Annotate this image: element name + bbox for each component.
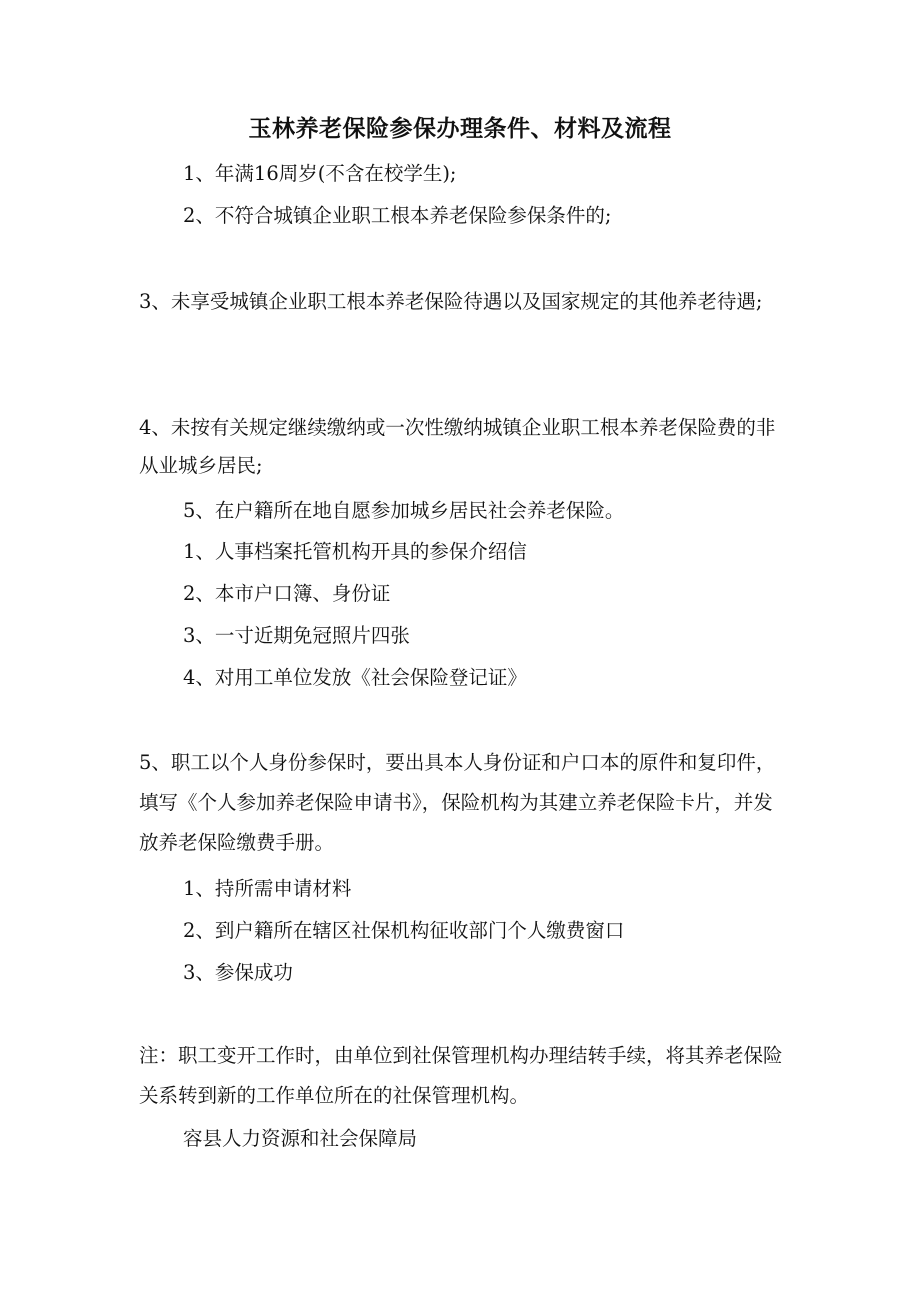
document-title: 玉林养老保险参保办理条件、材料及流程: [248, 115, 672, 142]
condition-2: 2、不符合城镇企业职工根本养老保险参保条件的;: [183, 204, 612, 227]
personal-note: 5、职工以个人身份参保时，要出具本人身份证和户口本的原件和复印件，填写《个人参加养老保险申请书》，保险机构为其建立养老保险卡片，并发放养老保险缴费手册。: [139, 751, 776, 854]
material-1: 1、人事档案托管机构开具的参保介绍信: [183, 540, 527, 563]
material-2: 2、本市户口簿、身份证: [183, 582, 391, 605]
material-4: 4、对用工单位发放《社会保险登记证》: [183, 666, 527, 689]
issuer: 容县人力资源和社会保障局: [183, 1127, 418, 1150]
condition-5: 5、在户籍所在地自愿参加城乡居民社会养老保险。: [183, 499, 625, 522]
condition-4: 4、未按有关规定继续缴纳或一次性缴纳城镇企业职工根本养老保险费的非从业城乡居民;: [139, 416, 776, 477]
process-step-3: 3、参保成功: [183, 961, 293, 984]
process-step-2: 2、到户籍所在辖区社保机构征收部门个人缴费窗口: [183, 919, 625, 942]
material-3: 3、一寸近期免冠照片四张: [183, 624, 410, 647]
condition-3: 3、未享受城镇企业职工根本养老保险待遇以及国家规定的其他养老待遇;: [139, 290, 763, 313]
transfer-note: 注：职工变开工作时，由单位到社保管理机构办理结转手续，将其养老保险关系转到新的工作单位所在的社保管理机构。: [139, 1044, 783, 1107]
condition-1: 1、年满16周岁(不含在校学生);: [183, 162, 457, 185]
process-step-1: 1、持所需申请材料: [183, 877, 352, 900]
